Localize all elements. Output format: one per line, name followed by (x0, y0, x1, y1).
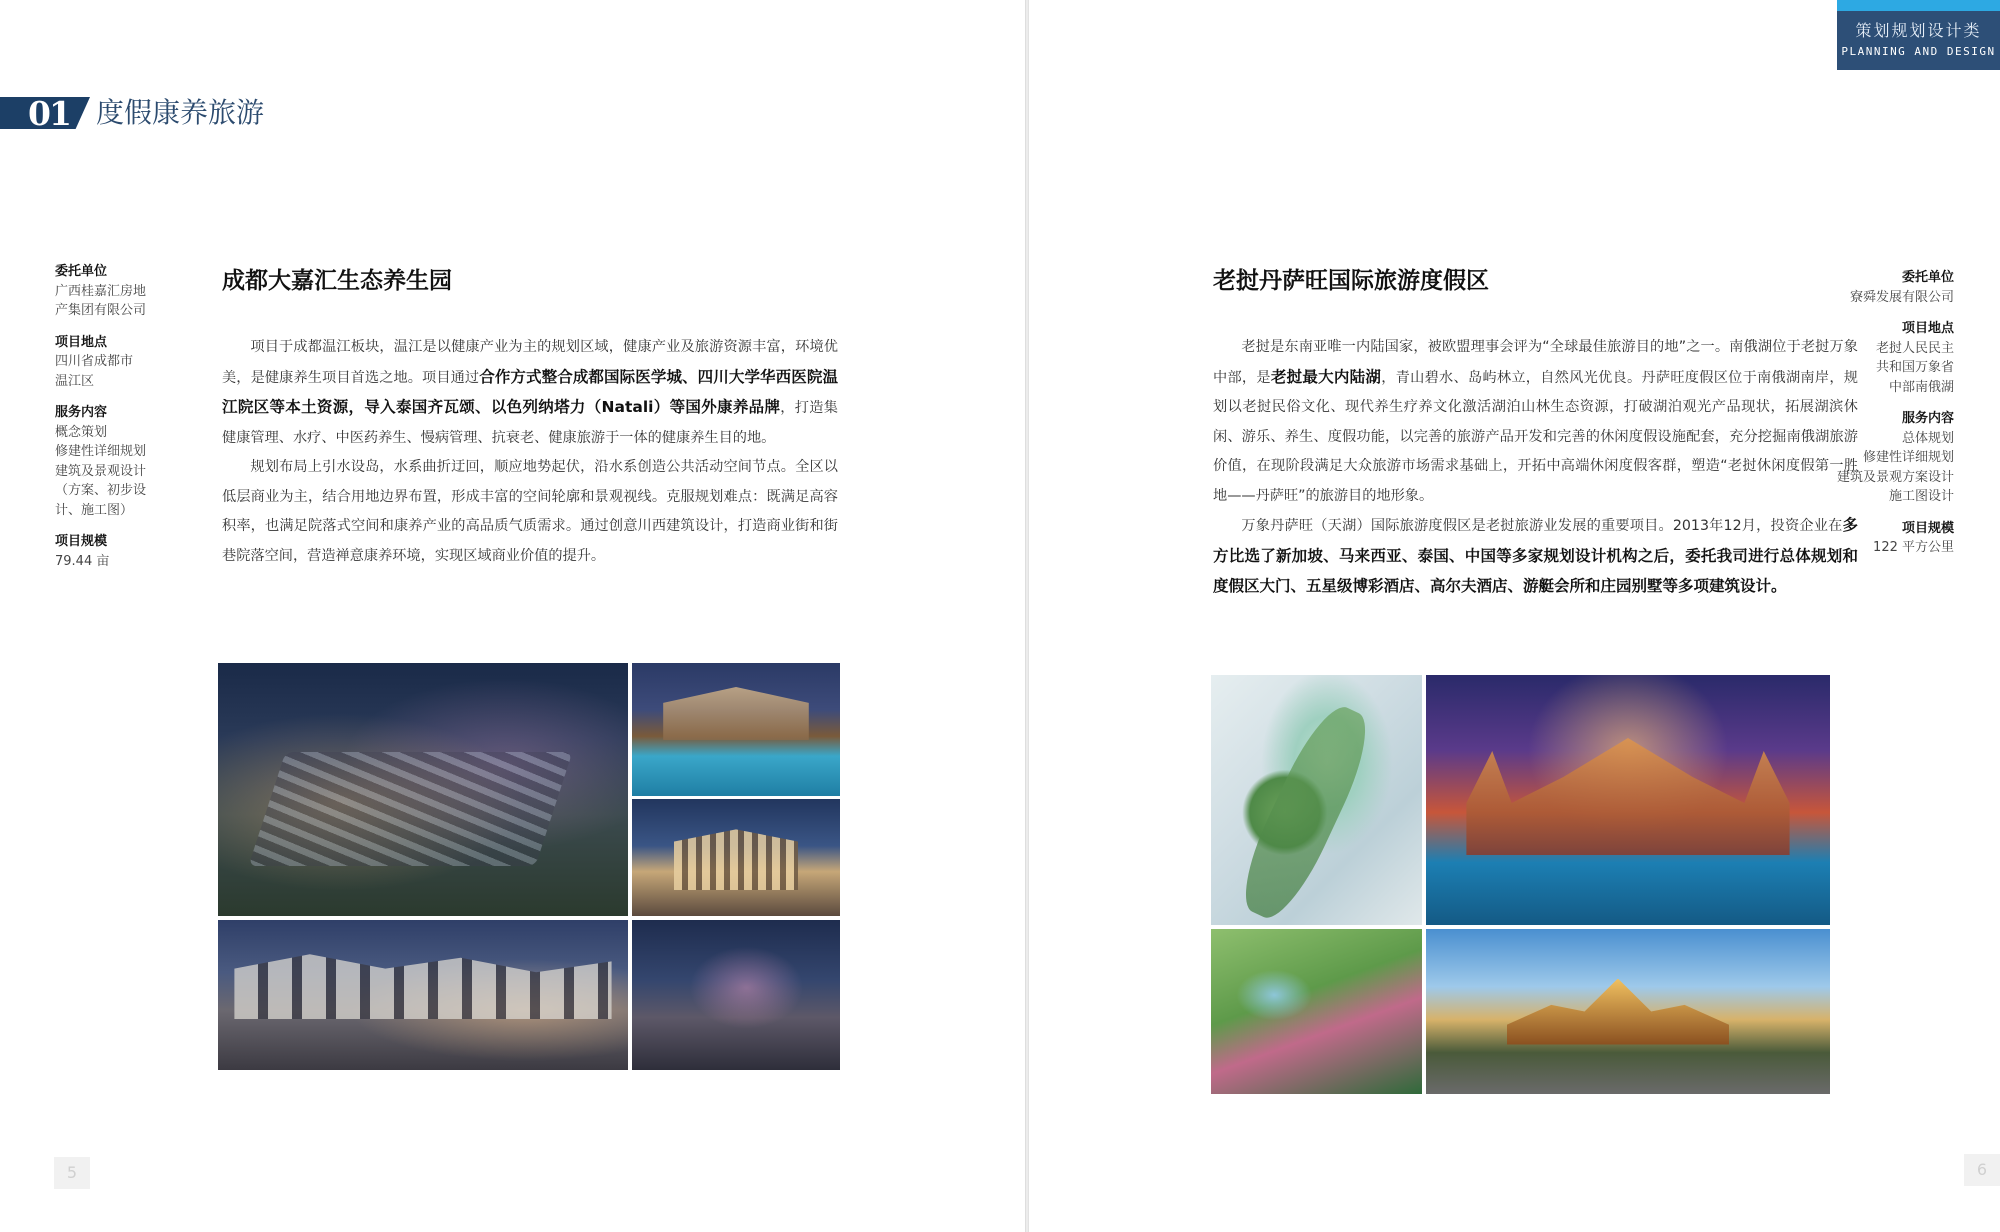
bold-text: 老挝最大内陆湖 (1270, 367, 1382, 386)
paragraph (1213, 333, 1858, 511)
left-project-description (222, 333, 838, 571)
info-value: （方案、初步设 (55, 483, 147, 498)
page-number-right: 6 (1964, 1154, 2000, 1186)
info-group (55, 532, 165, 571)
category-tag-cn: 策划规划设计类 (1855, 21, 1982, 40)
info-value: 79.44 亩 (55, 553, 110, 569)
paragraph (222, 333, 838, 453)
text-run: 项目于成都温江板块，温江是以健康产业为主的规划区域，健康产业及旅游资源丰富，环境优美，是健康养生项目首选之地。项目通过 (222, 339, 838, 386)
info-value: 产集团有限公司 (55, 303, 147, 318)
info-label: 项目规模 (55, 534, 108, 549)
photo-hotel-facade (632, 799, 840, 916)
info-group (55, 403, 165, 520)
bold-text: 合作方式整合成都国际医学城、四川大学华西医院温江院区等本土资源，导入泰国齐瓦颂、以色列纳塔力（Natali）等国外康养品牌 (222, 367, 838, 416)
page-number-left: 5 (54, 1157, 90, 1189)
right-page (1029, 0, 2000, 1232)
info-value: 建筑及景观方案设计 (1836, 469, 1954, 485)
info-value: 修建性详细规划 (1862, 450, 1954, 465)
info-group (1774, 409, 1954, 507)
info-value: 施工图设计 (1888, 489, 1954, 504)
info-value: 概念策划 (55, 424, 108, 440)
section-title: 度假康养旅游 (96, 96, 265, 129)
info-label: 项目规模 (1901, 520, 1954, 536)
bold-text: 多方比选了新加坡、马来西亚、泰国、中国等多家规划设计机构之后，委托我司进行总体规划和度假区大门、五星级博彩酒店、高尔夫酒店、游艇会所和庄园别墅等多项建筑设计。 (1213, 516, 1858, 595)
info-group (1774, 319, 1954, 397)
info-label: 服务内容 (1901, 411, 1954, 426)
info-value: 建筑及景观设计 (55, 463, 147, 479)
section-header (0, 94, 300, 133)
right-project-description (1213, 333, 1858, 603)
photo-pool-courtyard (632, 663, 840, 796)
info-value: 总体规划 (1901, 430, 1954, 446)
info-value: 共和国万象省 (1875, 360, 1954, 375)
photo-site-map (1211, 675, 1422, 925)
text-run: 规划布局上引水设岛，水系曲折迂回，顺应地势起伏，沿水系创造公共活动空间节点。全区以低层商业为主，结合用地边界布置，形成丰富的空间轮廓和景观视线。克服规划难点：既满足高容积率，也满足院落式空间和康养产业的高品质气质需求。通过创意川西建筑设计，打造商业街和街巷院落空间，营造禅意康养环境，实现区域商业价值的提升。 (222, 459, 838, 564)
info-value: 寮舜发展有限公司 (1849, 289, 1954, 305)
info-value: 中部南俄湖 (1888, 379, 1954, 395)
text-run: 万象丹萨旺（天湖）国际旅游度假区是老挝旅游业发展的重要项目。2013年12月，投资企业在 (1241, 518, 1843, 534)
text-run: ，打造集健康管理、水疗、中医药养生、慢病管理、抗衰老、健康旅游于一体的健康养生目的地。 (222, 400, 838, 446)
info-group (55, 262, 165, 321)
info-value: 温江区 (55, 373, 95, 389)
info-label: 委托单位 (1901, 270, 1954, 285)
info-value: 老挝人民民主 (1875, 340, 1954, 356)
info-label: 项目地点 (1901, 321, 1954, 336)
photo-aerial-night-view (218, 663, 628, 916)
photo-resort-gate (1426, 929, 1830, 1094)
photo-resort-aerial (1211, 929, 1422, 1094)
info-label: 委托单位 (55, 264, 108, 279)
paragraph (222, 453, 838, 571)
text-run: ，青山碧水、岛屿林立，自然风光优良。丹萨旺度假区位于南俄湖南岸，规划以老挝民俗文化、现代养生疗养文化激活湖泊山林生态资源，打破湖泊观光产品现状，拓展湖滨休闲、游乐、养生、度假功能，以完善的旅游产品开发和完善的休闲度假设施配套，充分挖掘南俄湖旅游价值，在现阶段满足大众旅游市场需求基础上，开拓中高端休闲度假客群，塑造“老挝休闲度假第一胜地——丹萨旺”的旅游目的地形象。 (1213, 369, 1858, 504)
photo-commercial-street (218, 920, 628, 1070)
left-project-info (55, 262, 165, 583)
category-tag (1837, 0, 2000, 70)
info-value: 四川省成都市 (55, 354, 134, 369)
photo-plaza-night (632, 920, 840, 1070)
info-group (1774, 519, 1954, 558)
info-label: 服务内容 (55, 405, 108, 420)
info-value: 广西桂嘉汇房地 (55, 283, 147, 299)
left-project-title: 成都大嘉汇生态养生园 (222, 268, 452, 294)
right-project-info (1774, 268, 1954, 570)
paragraph (1213, 511, 1858, 603)
info-group (1774, 268, 1954, 307)
right-project-title: 老挝丹萨旺国际旅游度假区 (1213, 268, 1489, 294)
section-number: 01 (28, 94, 70, 133)
photo-temple-hotel (1426, 675, 1830, 925)
info-label: 项目地点 (55, 334, 108, 350)
text-run: 老挝是东南亚唯一内陆国家，被欧盟理事会评为“全球最佳旅游目的地”之一。南俄湖位于老挝万象中部，是 (1213, 339, 1858, 386)
category-tag-en: PLANNING AND DESIGN (1841, 45, 1996, 58)
info-value: 修建性详细规划 (55, 444, 147, 459)
info-value: 计、施工图） (55, 502, 134, 518)
info-value: 122 平方公里 (1873, 540, 1954, 555)
info-group (55, 333, 165, 392)
